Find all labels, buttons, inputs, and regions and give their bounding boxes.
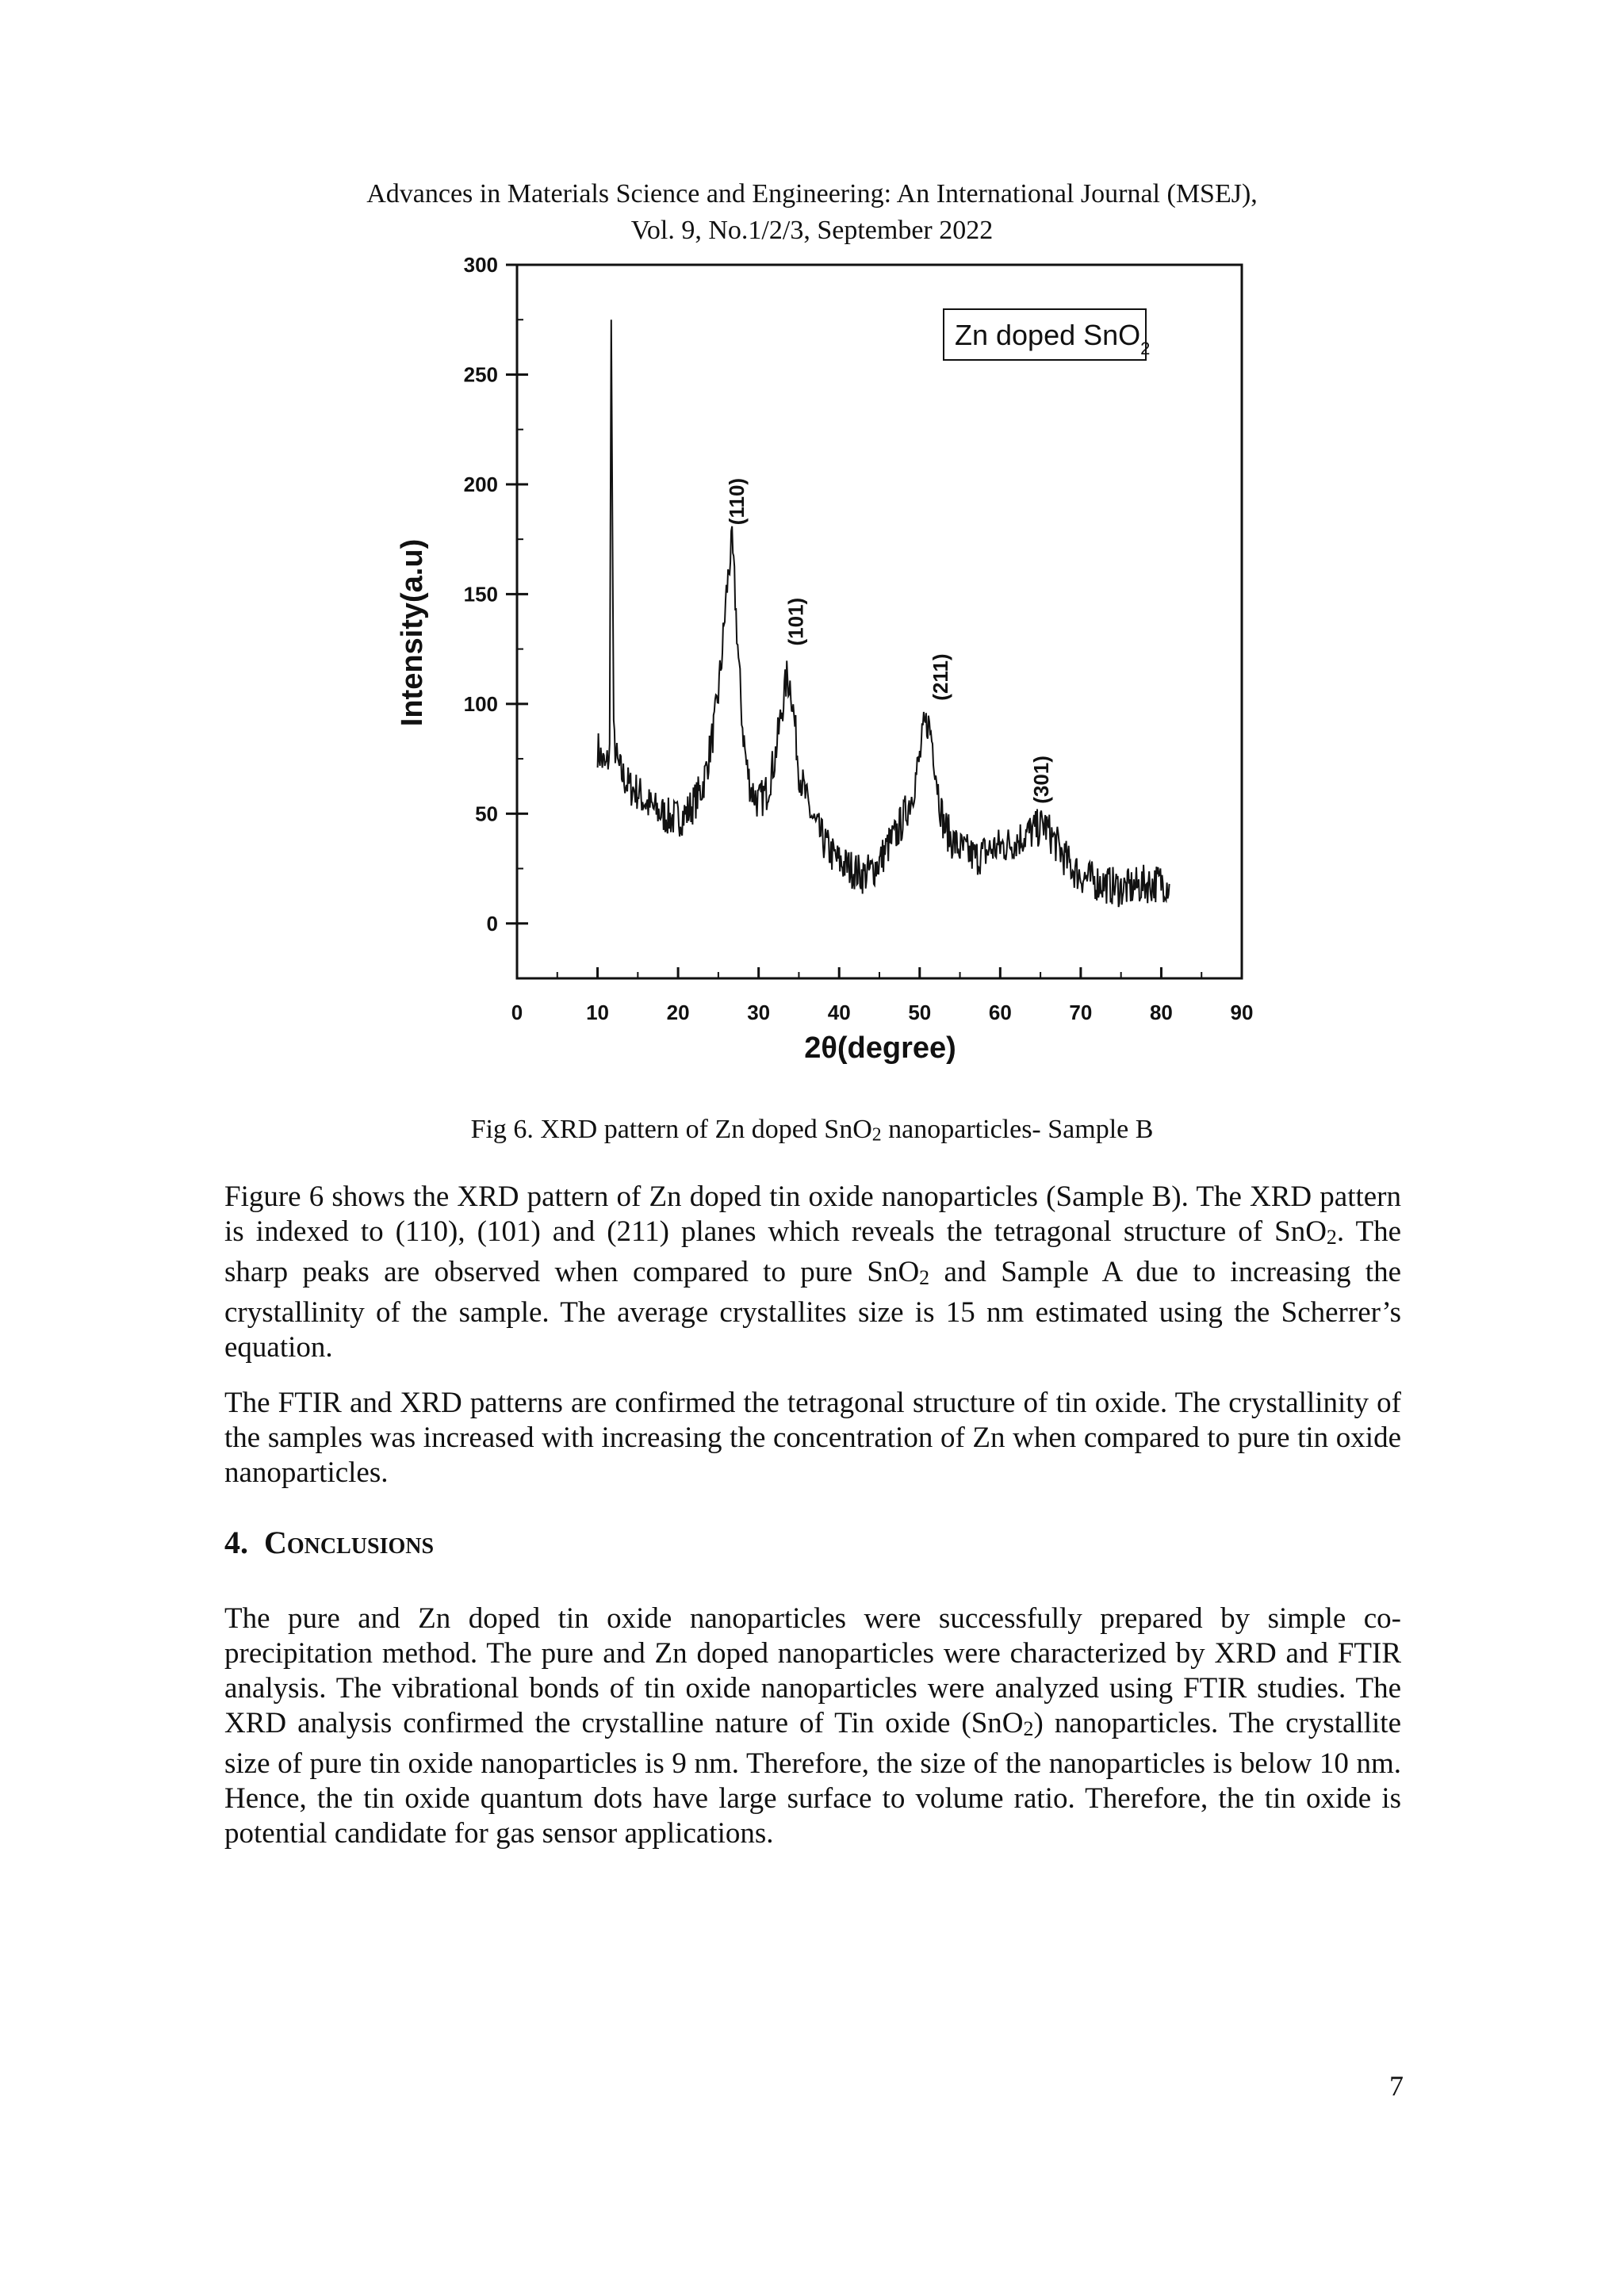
x-tick-label: 50 bbox=[908, 1001, 932, 1024]
x-tick-label: 10 bbox=[586, 1001, 610, 1024]
header-line-1: Advances in Materials Science and Engineering: An International Journal (MSEJ), bbox=[366, 179, 1258, 209]
y-tick-label: 0 bbox=[486, 911, 498, 936]
paragraph-xrd-sample-b bbox=[224, 1180, 1401, 1365]
para3-text1: The pure and Zn doped tin oxide nanoparticles were successfully prepared by simple co-precipitation method. The pure and Zn doped nanoparticles were characterized by XRD and FTIR analysis. The vibrational bonds of tin oxide nanoparticles were analyzed using FTIR studies. The XRD analysis confirmed the crystalline nature of Tin oxide (SnO bbox=[224, 1602, 1401, 1739]
page-number: 7 bbox=[1389, 2070, 1404, 2102]
peak-annotations bbox=[725, 478, 1053, 804]
section-heading-conclusions bbox=[224, 1524, 1401, 1562]
paragraph-conclusions bbox=[224, 1601, 1401, 1851]
y-tick-label: 250 bbox=[463, 362, 498, 387]
para1-text2: . The sharp peaks are observed when compared to pure SnO bbox=[224, 1215, 1401, 1288]
para1-sub1: 2 bbox=[1326, 1225, 1337, 1249]
paragraph-ftir-xrd: The FTIR and XRD patterns are confirmed the tetragonal structure of tin oxide. The crystallinity of the samples was increased with increasing the concentration of Zn when compared to pure tin oxide nanoparticles. bbox=[224, 1387, 1401, 1489]
peak-label: (211) bbox=[929, 653, 953, 701]
section-number: 4. bbox=[224, 1525, 248, 1560]
x-tick-label: 60 bbox=[988, 1001, 1012, 1024]
running-header bbox=[0, 176, 1624, 249]
peak-label: (101) bbox=[783, 597, 808, 646]
x-axis-label: 2θ(degree) bbox=[804, 1031, 956, 1065]
x-tick-label: 90 bbox=[1230, 1001, 1254, 1024]
y-tick-label: 100 bbox=[463, 691, 498, 716]
para1-text1: Figure 6 shows the XRD pattern of Zn doped tin oxide nanoparticles (Sample B). The XRD pattern is indexed to (110), (101) and (211) planes which reveals the tetragonal structure of SnO bbox=[224, 1181, 1401, 1248]
series-line bbox=[598, 320, 1170, 907]
xrd-figure bbox=[373, 252, 1269, 1085]
axis-ticks bbox=[464, 253, 1254, 1024]
caption-suffix: nanoparticles- Sample B bbox=[881, 1115, 1154, 1144]
legend bbox=[944, 309, 1150, 360]
legend-subscript: 2 bbox=[1140, 339, 1151, 358]
caption-subscript: 2 bbox=[871, 1124, 882, 1146]
y-tick-label: 50 bbox=[475, 802, 498, 826]
para3-sub1: 2 bbox=[1023, 1716, 1034, 1740]
para3-text2: ) nanoparticles. The crystallite size of pure tin oxide nanoparticles is 9 nm. Therefore, the size of the nanoparticles is below 10 nm. Hence, the tin oxide quantum dots have large surface to volume ratio. Therefore, the tin oxide is potential candidate for gas sensor applications. bbox=[224, 1707, 1401, 1850]
x-tick-label: 30 bbox=[747, 1001, 771, 1024]
peak-label: (301) bbox=[1029, 756, 1054, 804]
x-tick-label: 0 bbox=[511, 1001, 523, 1024]
legend-text: Zn doped SnO bbox=[955, 319, 1141, 351]
header-line-2: Vol. 9, No.1/2/3, September 2022 bbox=[630, 216, 994, 245]
para1-sub2: 2 bbox=[919, 1265, 930, 1289]
para1-text3: and Sample A due to increasing the crystallinity of the sample. The average crystallites size is 15 nm estimated using the Scherrer’s equation. bbox=[224, 1255, 1401, 1364]
y-axis-label: Intensity(a.u) bbox=[396, 538, 429, 727]
x-tick-label: 20 bbox=[666, 1001, 690, 1024]
x-tick-label: 80 bbox=[1149, 1001, 1173, 1024]
section-title: Conclusions bbox=[264, 1525, 435, 1560]
y-tick-label: 300 bbox=[463, 253, 498, 277]
x-tick-label: 70 bbox=[1069, 1001, 1093, 1024]
y-tick-label: 150 bbox=[463, 582, 498, 607]
figure-caption bbox=[0, 1112, 1624, 1154]
caption-prefix: Fig 6. XRD pattern of Zn doped SnO bbox=[470, 1115, 872, 1144]
peak-label: (110) bbox=[725, 477, 749, 526]
series-group bbox=[598, 320, 1170, 907]
x-tick-label: 40 bbox=[827, 1001, 851, 1024]
y-tick-label: 200 bbox=[463, 472, 498, 496]
xrd-chart bbox=[373, 252, 1269, 1085]
